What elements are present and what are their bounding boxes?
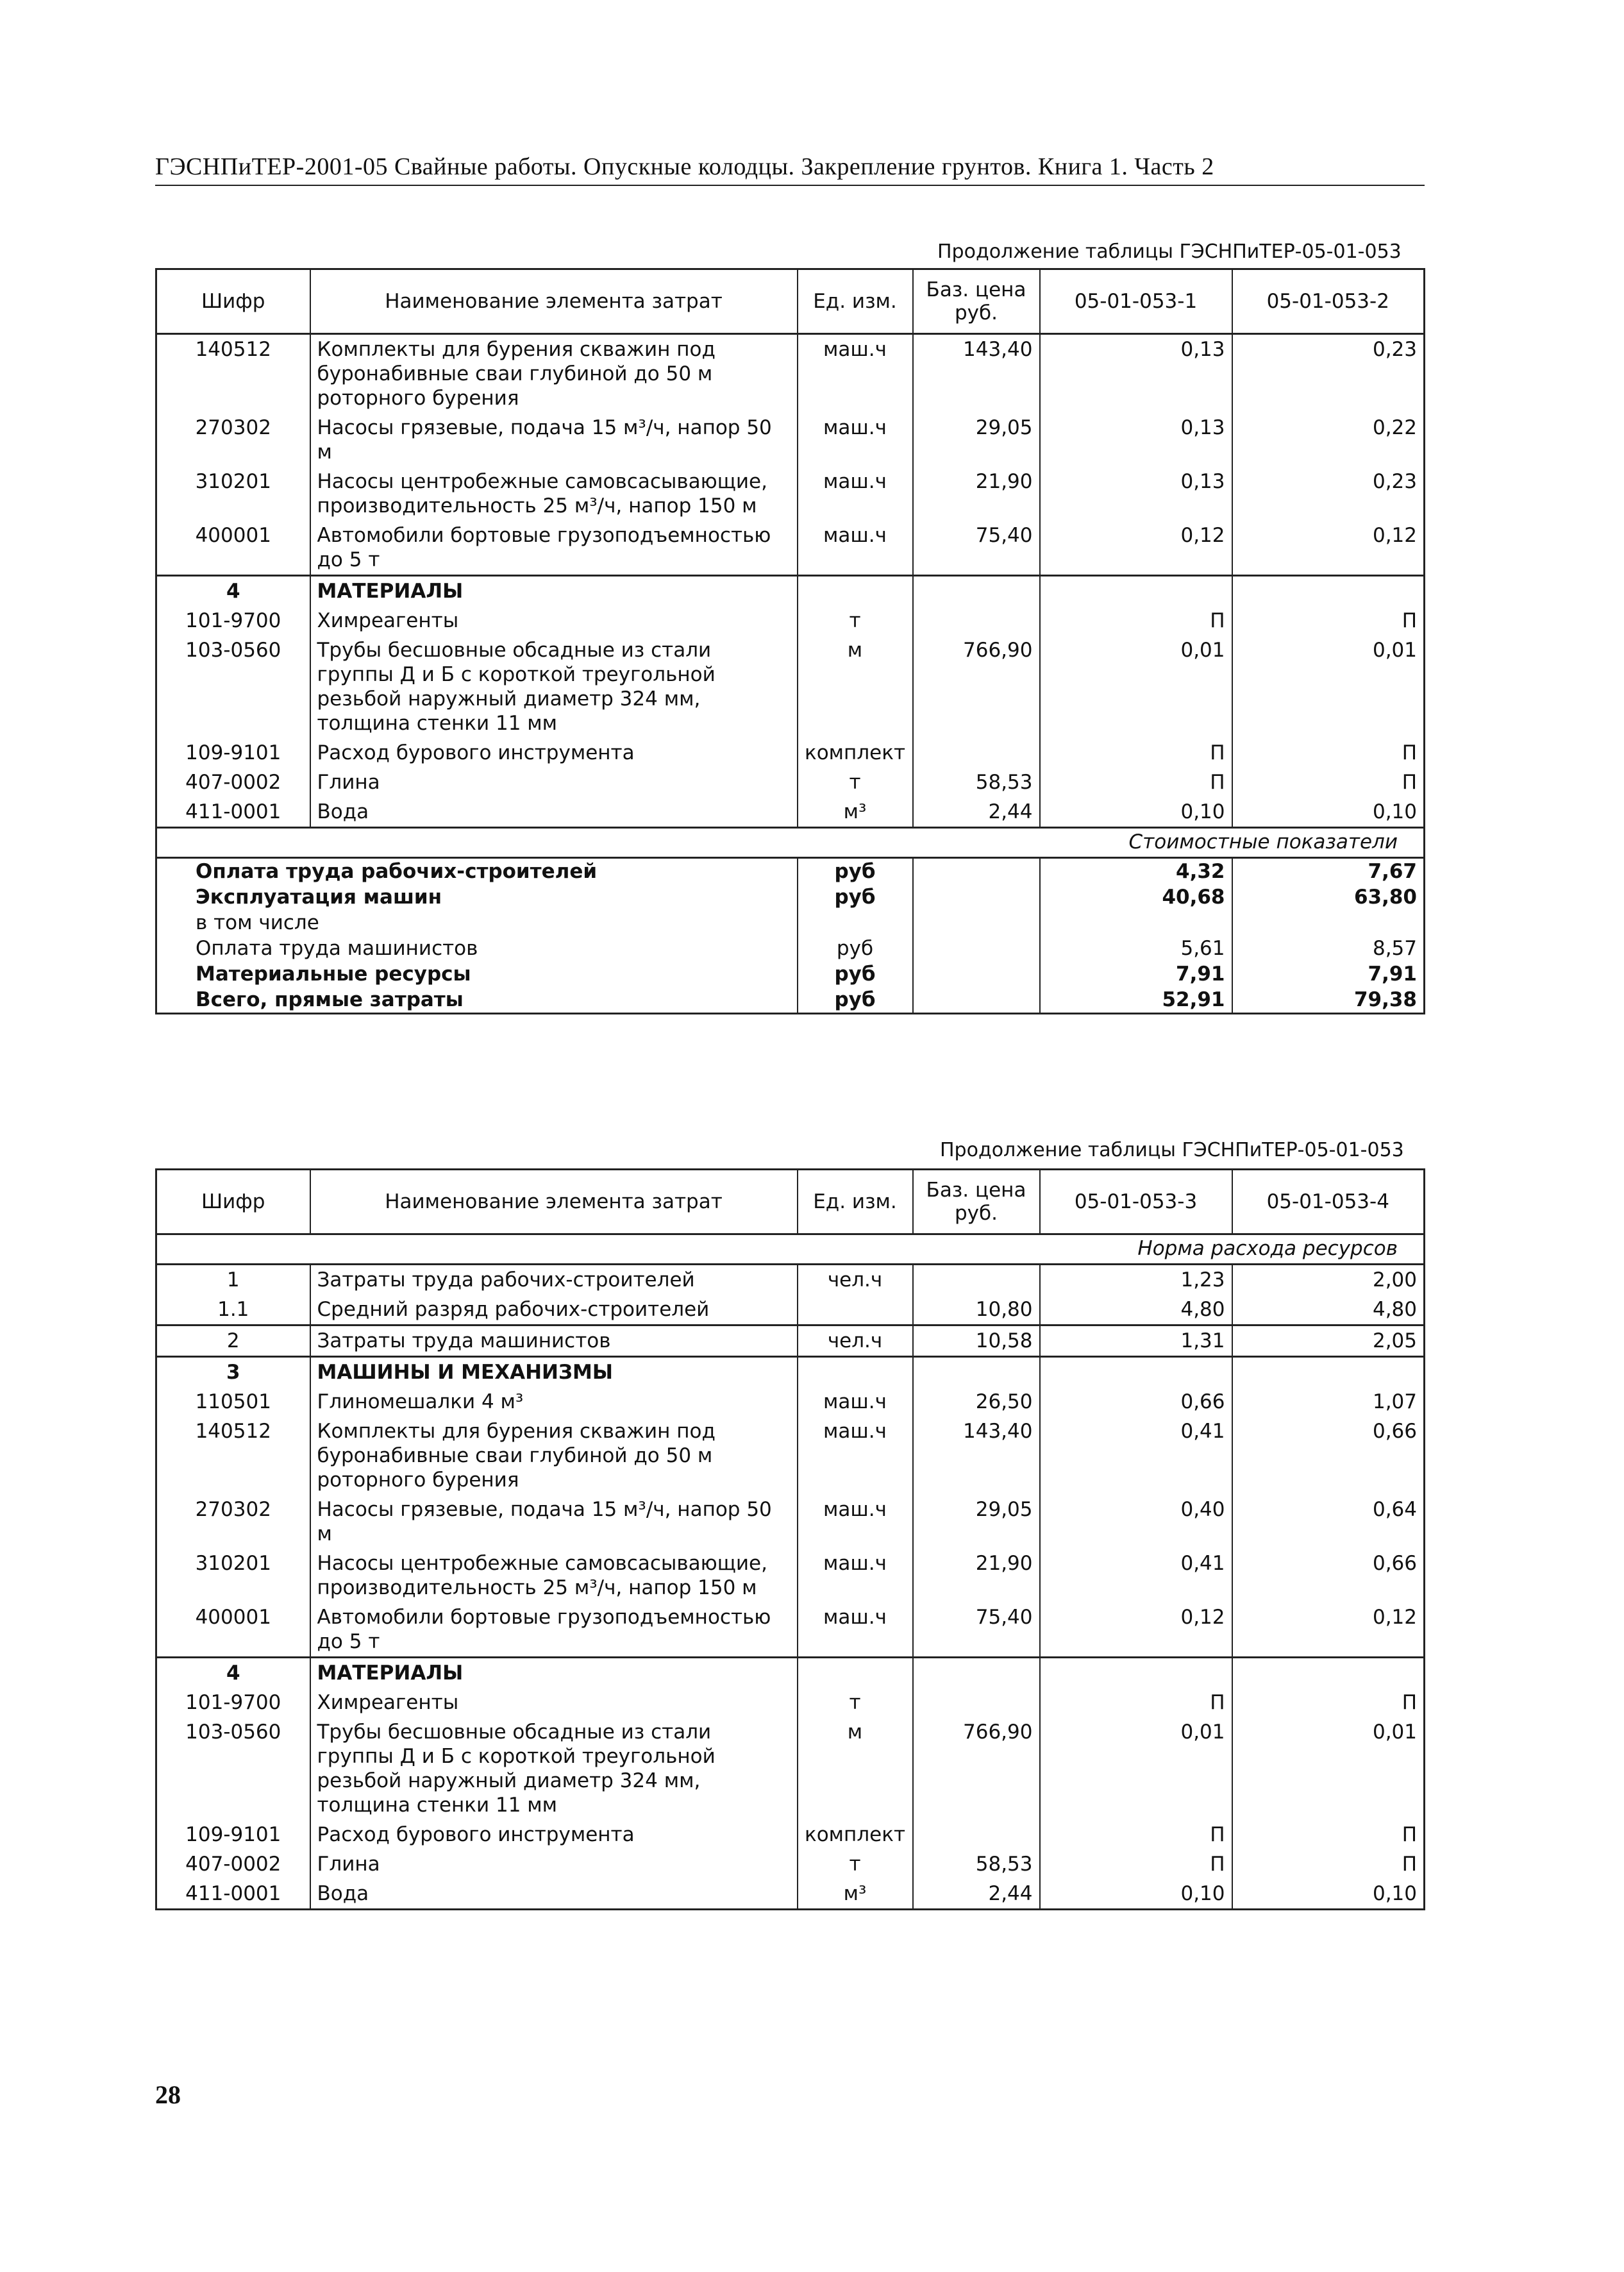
row-value-2: 0,01: [1372, 1721, 1417, 1744]
row-unit: комплект: [798, 738, 913, 768]
row-unit: т: [798, 768, 913, 797]
row-price: [913, 1265, 1040, 1295]
cost-indicators-label: Стоимостные показатели: [1040, 828, 1425, 858]
row-unit: маш.ч: [798, 521, 913, 576]
row-value-2: 0,01: [1372, 639, 1417, 662]
col-header-code: Шифр: [156, 1170, 310, 1234]
table-header-row: [156, 1170, 1425, 1234]
row-unit: маш.ч: [798, 334, 913, 414]
totals-unit: руб: [798, 884, 913, 910]
row-value-1: 0,41: [1040, 1549, 1232, 1603]
row-unit: т: [798, 1849, 913, 1879]
table-row: [156, 413, 1425, 467]
row-value-1: 4,80: [1040, 1295, 1232, 1325]
totals-row: [156, 936, 1425, 961]
row-name: Глина: [310, 1849, 798, 1879]
row-name: Насосы центробежные самовсасывающие, производительность 25 м³/ч, напор 150 м: [310, 467, 798, 521]
row-value-1: П: [1040, 1820, 1232, 1849]
norm-band-label: Норма расхода ресурсов: [1040, 1234, 1425, 1265]
row-name: Химреагенты: [310, 606, 798, 635]
row-value-2: 2,00: [1372, 1268, 1417, 1292]
row-unit: [798, 576, 913, 607]
row-value-1: 0,41: [1040, 1417, 1232, 1495]
row-name: Затраты труда рабочих-строителей: [310, 1265, 798, 1295]
totals-price: [913, 987, 1040, 1014]
page-number: 28: [155, 2080, 181, 2109]
totals-unit: руб: [798, 961, 913, 987]
totals-value-1: 4,32: [1040, 858, 1232, 885]
row-value-1: П: [1040, 1849, 1232, 1879]
row-unit: маш.ч: [798, 1417, 913, 1495]
table-row: [156, 738, 1425, 768]
row-value-2: 0,23: [1372, 470, 1417, 493]
row-price: [913, 1357, 1040, 1388]
row-price: 29,05: [913, 413, 1040, 467]
totals-price: [913, 936, 1040, 961]
row-unit: чел.ч: [798, 1265, 913, 1295]
totals-value-1: 7,91: [1040, 961, 1232, 987]
row-code: 103-0560: [156, 1717, 310, 1820]
row-price: 58,53: [913, 1849, 1040, 1879]
row-value-1: [1040, 1357, 1232, 1388]
table-row: [156, 1658, 1425, 1688]
totals-value-1: 5,61: [1040, 936, 1232, 961]
totals-row: [156, 910, 1425, 936]
row-name: МАТЕРИАЛЫ: [310, 1658, 798, 1688]
row-code: 3: [156, 1357, 310, 1388]
totals-row: [156, 858, 1425, 885]
totals-value-1: 52,91: [1040, 987, 1232, 1014]
col-header-norm-4: 05-01-053-4: [1232, 1170, 1425, 1234]
totals-unit: руб: [798, 936, 913, 961]
row-value-1: 0,40: [1040, 1495, 1232, 1549]
row-value-1: 0,10: [1040, 1879, 1232, 1910]
col-header-name: Наименование элемента затрат: [310, 1170, 798, 1234]
row-value-2: 0,12: [1372, 524, 1417, 547]
table-row: [156, 1495, 1425, 1549]
row-value-2: 0,66: [1372, 1552, 1417, 1575]
row-value-2: [1232, 1357, 1425, 1388]
table-row: [156, 1295, 1425, 1325]
row-code: 4: [156, 1658, 310, 1688]
row-value-2: 0,12: [1372, 1606, 1417, 1629]
col-header-norm-1: 05-01-053-1: [1040, 269, 1232, 334]
row-unit: м³: [798, 797, 913, 828]
row-unit: т: [798, 1688, 913, 1717]
row-unit: м: [798, 1717, 913, 1820]
row-name: Трубы бесшовные обсадные из стали группы Д и Б с короткой треугольной резьбой наружный диаметр 324 мм, толщина стенки 11 мм: [310, 635, 798, 738]
row-code: 110501: [156, 1387, 310, 1417]
row-value-2: 0,22: [1372, 416, 1417, 439]
row-unit: чел.ч: [798, 1325, 913, 1357]
row-value-2: 0,66: [1372, 1420, 1417, 1443]
row-code: 101-9700: [156, 606, 310, 635]
table-row: [156, 797, 1425, 828]
row-name: Затраты труда машинистов: [310, 1325, 798, 1357]
row-code: 407-0002: [156, 768, 310, 797]
row-price: 143,40: [913, 334, 1040, 414]
totals-price: [913, 858, 1040, 885]
row-code: 310201: [156, 1549, 310, 1603]
row-code: 140512: [156, 334, 310, 414]
totals-label: Материальные ресурсы: [156, 961, 798, 987]
col-header-norm-2: 05-01-053-2: [1232, 269, 1425, 334]
row-value-2: [1232, 1658, 1425, 1688]
totals-price: [913, 910, 1040, 936]
row-price: 58,53: [913, 768, 1040, 797]
table2-continuation-caption: Продолжение таблицы ГЭСНПиТЕР-05-01-053: [940, 1139, 1404, 1161]
row-price: 26,50: [913, 1387, 1040, 1417]
row-value-2: 4,80: [1372, 1298, 1417, 1321]
row-value-2: П: [1402, 609, 1417, 632]
row-price: 75,40: [913, 521, 1040, 576]
band-spacer: [156, 828, 1040, 858]
row-value-1: П: [1040, 768, 1232, 797]
row-unit: маш.ч: [798, 467, 913, 521]
row-value-1: П: [1040, 738, 1232, 768]
row-name: Средний разряд рабочих-строителей: [310, 1295, 798, 1325]
col-header-price: Баз. цена руб.: [913, 269, 1040, 334]
row-price: [913, 1820, 1040, 1849]
row-price: [913, 576, 1040, 607]
totals-unit: руб: [798, 858, 913, 885]
row-code: 270302: [156, 1495, 310, 1549]
row-value-1: 0,01: [1040, 635, 1232, 738]
col-header-code: Шифр: [156, 269, 310, 334]
row-name: Автомобили бортовые грузоподъемностью до 5 т: [310, 521, 798, 576]
row-value-2: 0,64: [1372, 1498, 1417, 1521]
row-price: 21,90: [913, 467, 1040, 521]
row-price: 2,44: [913, 1879, 1040, 1910]
row-value-1: П: [1040, 606, 1232, 635]
table-row: [156, 1603, 1425, 1658]
row-unit: м: [798, 635, 913, 738]
totals-label: Оплата труда рабочих-строителей: [156, 858, 798, 885]
row-value-1: 0,12: [1040, 1603, 1232, 1658]
table-row: [156, 521, 1425, 576]
row-unit: [798, 1295, 913, 1325]
row-code: 411-0001: [156, 1879, 310, 1910]
table-row: [156, 1357, 1425, 1388]
table-row: [156, 1849, 1425, 1879]
table-row: [156, 635, 1425, 738]
row-name: Глина: [310, 768, 798, 797]
totals-label: Эксплуатация машин: [156, 884, 798, 910]
row-value-1: 0,13: [1040, 467, 1232, 521]
row-code: 1: [156, 1265, 310, 1295]
row-value-2: [1232, 576, 1425, 607]
row-value-1: 1,23: [1040, 1265, 1232, 1295]
row-price: 766,90: [913, 635, 1040, 738]
totals-value-2: 63,80: [1353, 886, 1417, 909]
table-row: [156, 1688, 1425, 1717]
totals-label: в том числе: [156, 910, 798, 936]
row-price: [913, 1658, 1040, 1688]
table-row: [156, 1549, 1425, 1603]
totals-unit: руб: [798, 987, 913, 1014]
row-code: 400001: [156, 1603, 310, 1658]
totals-label: Оплата труда машинистов: [156, 936, 798, 961]
row-value-2: П: [1402, 1823, 1417, 1846]
row-value-2: 0,23: [1372, 338, 1417, 361]
row-name: Расход бурового инструмента: [310, 1820, 798, 1849]
row-code: 1.1: [156, 1295, 310, 1325]
row-unit: т: [798, 606, 913, 635]
row-code: 400001: [156, 521, 310, 576]
row-code: 109-9101: [156, 738, 310, 768]
row-value-1: 0,66: [1040, 1387, 1232, 1417]
table1-continuation-caption: Продолжение таблицы ГЭСНПиТЕР-05-01-053: [937, 240, 1402, 263]
row-name: Насосы центробежные самовсасывающие, производительность 25 м³/ч, напор 150 м: [310, 1549, 798, 1603]
totals-value-2: 7,91: [1368, 963, 1417, 986]
totals-row: [156, 884, 1425, 910]
row-code: 411-0001: [156, 797, 310, 828]
row-name: Вода: [310, 1879, 798, 1910]
col-header-name: Наименование элемента затрат: [310, 269, 798, 334]
row-value-1: 0,13: [1040, 334, 1232, 414]
totals-value-2: 8,57: [1372, 937, 1417, 960]
row-value-1: [1040, 1658, 1232, 1688]
row-unit: м³: [798, 1879, 913, 1910]
col-header-price: Баз. цена руб.: [913, 1170, 1040, 1234]
row-code: 140512: [156, 1417, 310, 1495]
totals-row: [156, 987, 1425, 1014]
row-value-1: 0,10: [1040, 797, 1232, 828]
row-value-1: [1040, 576, 1232, 607]
row-code: 101-9700: [156, 1688, 310, 1717]
row-price: 21,90: [913, 1549, 1040, 1603]
cost-indicators-band: [156, 828, 1425, 858]
col-header-unit: Ед. изм.: [798, 269, 913, 334]
row-unit: [798, 1357, 913, 1388]
table-row: [156, 768, 1425, 797]
table-row: [156, 467, 1425, 521]
table-row: [156, 606, 1425, 635]
band-spacer: [156, 1234, 1040, 1265]
totals-value-1: 40,68: [1040, 884, 1232, 910]
row-value-2: П: [1402, 1691, 1417, 1714]
row-unit: [798, 1658, 913, 1688]
totals-label: Всего, прямые затраты: [156, 987, 798, 1014]
row-code: 270302: [156, 413, 310, 467]
totals-value-1: [1040, 910, 1232, 936]
row-value-2: 1,07: [1372, 1390, 1417, 1413]
row-value-1: 0,13: [1040, 413, 1232, 467]
row-unit: маш.ч: [798, 413, 913, 467]
resource-table-2: [155, 1168, 1425, 1910]
row-name: Автомобили бортовые грузоподъемностью до 5 т: [310, 1603, 798, 1658]
table-header-row: [156, 269, 1425, 334]
row-unit: комплект: [798, 1820, 913, 1849]
row-name: Глиномешалки 4 м³: [310, 1387, 798, 1417]
row-price: 10,80: [913, 1295, 1040, 1325]
totals-row: [156, 961, 1425, 987]
row-value-2: П: [1402, 1853, 1417, 1876]
table-row: [156, 1387, 1425, 1417]
row-code: 2: [156, 1325, 310, 1357]
row-code: 310201: [156, 467, 310, 521]
row-unit: маш.ч: [798, 1495, 913, 1549]
totals-value-2: [1232, 910, 1425, 936]
table-row: [156, 1325, 1425, 1357]
row-value-2: 0,10: [1372, 800, 1417, 823]
row-unit: маш.ч: [798, 1549, 913, 1603]
header-rule: [155, 185, 1425, 186]
totals-value-2: 79,38: [1353, 988, 1417, 1011]
row-price: [913, 606, 1040, 635]
row-name: Насосы грязевые, подача 15 м³/ч, напор 50 м: [310, 1495, 798, 1549]
table-row: [156, 1717, 1425, 1820]
totals-price: [913, 884, 1040, 910]
row-unit: маш.ч: [798, 1387, 913, 1417]
row-code: 407-0002: [156, 1849, 310, 1879]
row-name: Комплекты для бурения скважин под буронабивные сваи глубиной до 50 м роторного бурения: [310, 1417, 798, 1495]
resource-table-1: [155, 268, 1425, 1014]
row-value-2: 0,10: [1372, 1882, 1417, 1905]
col-header-unit: Ед. изм.: [798, 1170, 913, 1234]
row-price: [913, 738, 1040, 768]
totals-unit: [798, 910, 913, 936]
row-value-2: 2,05: [1232, 1325, 1425, 1357]
table-row: [156, 1265, 1425, 1295]
table-row: [156, 1820, 1425, 1849]
row-name: Расход бурового инструмента: [310, 738, 798, 768]
table-row: [156, 576, 1425, 607]
row-code: 103-0560: [156, 635, 310, 738]
table-row: [156, 1417, 1425, 1495]
row-value-2: П: [1402, 741, 1417, 764]
row-code: 4: [156, 576, 310, 607]
norm-band: [156, 1234, 1425, 1265]
row-value-2: П: [1402, 771, 1417, 794]
row-code: 109-9101: [156, 1820, 310, 1849]
row-unit: маш.ч: [798, 1603, 913, 1658]
row-name: МАТЕРИАЛЫ: [310, 576, 798, 607]
table-row: [156, 334, 1425, 414]
row-price: 75,40: [913, 1603, 1040, 1658]
row-name: Комплекты для бурения скважин под буронабивные сваи глубиной до 50 м роторного бурения: [310, 334, 798, 414]
row-price: 2,44: [913, 797, 1040, 828]
running-header: ГЭСНПиТЕР-2001-05 Свайные работы. Опускные колодцы. Закрепление грунтов. Книга 1. Часть 2: [155, 153, 1214, 180]
table-row: [156, 1879, 1425, 1910]
row-value-1: 0,01: [1040, 1717, 1232, 1820]
totals-value-2: 7,67: [1368, 860, 1417, 883]
row-value-1: П: [1040, 1688, 1232, 1717]
row-name: Вода: [310, 797, 798, 828]
row-name: Насосы грязевые, подача 15 м³/ч, напор 50 м: [310, 413, 798, 467]
row-price: 10,58: [913, 1325, 1040, 1357]
totals-price: [913, 961, 1040, 987]
row-price: [913, 1688, 1040, 1717]
row-name: Трубы бесшовные обсадные из стали группы Д и Б с короткой треугольной резьбой наружный диаметр 324 мм, толщина стенки 11 мм: [310, 1717, 798, 1820]
row-price: 29,05: [913, 1495, 1040, 1549]
row-price: 143,40: [913, 1417, 1040, 1495]
row-name: МАШИНЫ И МЕХАНИЗМЫ: [310, 1357, 798, 1388]
row-value-1: 0,12: [1040, 521, 1232, 576]
row-name: Химреагенты: [310, 1688, 798, 1717]
row-price: 766,90: [913, 1717, 1040, 1820]
col-header-norm-3: 05-01-053-3: [1040, 1170, 1232, 1234]
row-value-1: 1,31: [1040, 1325, 1232, 1357]
